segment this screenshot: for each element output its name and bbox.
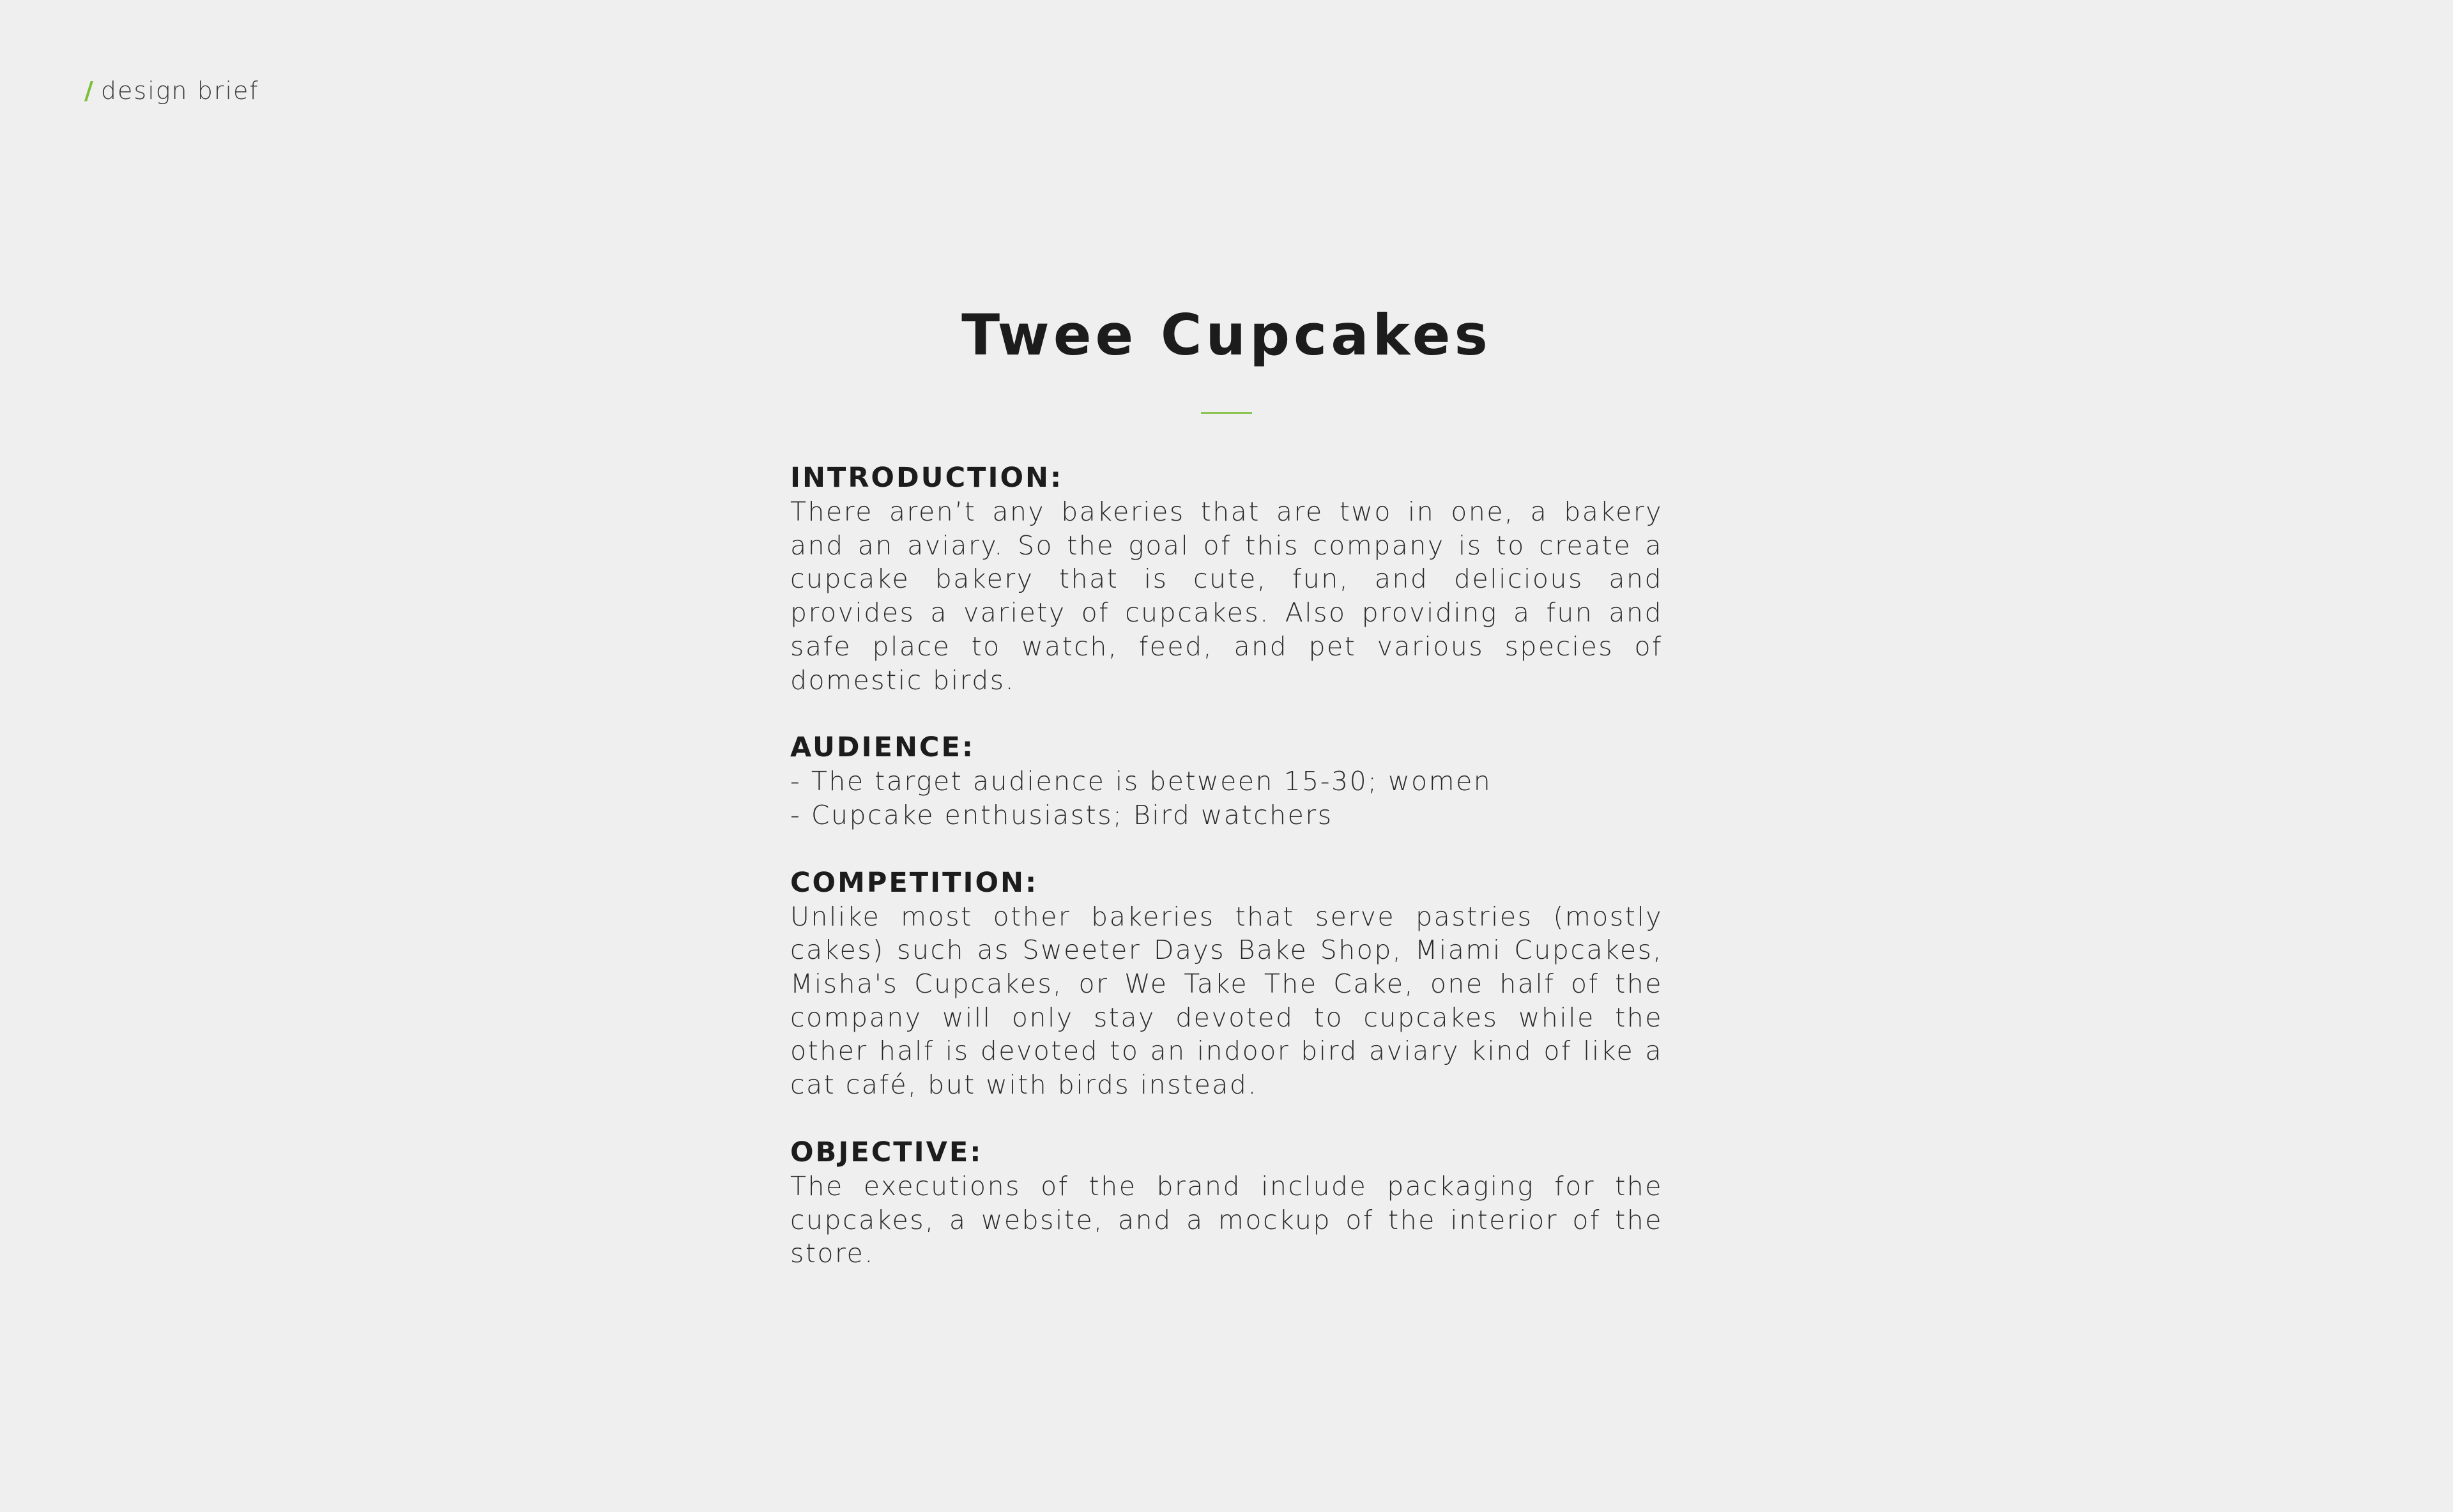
breadcrumb-label: design brief xyxy=(100,77,259,105)
list-item: - Cupcake enthusiasts; Bird watchers xyxy=(790,799,1333,830)
section-body: Unlike most other bakeries that serve pastries (mostly cakes) such as Sweeter Days Bake Shop, Miami Cupcakes, Misha's Cupcakes, or We Take The Cake, one half of the company will only stay devoted to cupcakes while the other half is devoted to an indoor bird aviary kind of like a cat café, but with birds instead. xyxy=(790,901,1663,1101)
brief-content xyxy=(790,461,1663,1304)
section-heading: COMPETITION: xyxy=(790,866,1039,899)
section-heading: INTRODUCTION: xyxy=(790,462,1064,494)
title-divider xyxy=(1201,412,1252,414)
section-body: There aren’t any bakeries that are two in one, a bakery and an aviary. So the goal of this company is to create a cupcake bakery that is cute, fun, and delicious and provides a variety of cupcakes. Also providing a fun and safe place to watch, feed, and pet various species of domestic birds. xyxy=(790,496,1663,696)
section-heading: AUDIENCE: xyxy=(790,731,975,764)
breadcrumb xyxy=(84,77,259,105)
section-objective xyxy=(790,1136,1663,1271)
page-title: Twee Cupcakes xyxy=(961,302,1492,368)
section-body: The executions of the brand include packaging for the cupcakes, a website, and a mockup of the interior of the store. xyxy=(790,1170,1663,1269)
section-competition xyxy=(790,866,1663,1102)
breadcrumb-slash: / xyxy=(84,77,95,105)
list-item: - The target audience is between 15-30; women xyxy=(790,766,1492,797)
section-heading: OBJECTIVE: xyxy=(790,1136,983,1168)
section-audience xyxy=(790,731,1663,832)
section-introduction xyxy=(790,461,1663,697)
